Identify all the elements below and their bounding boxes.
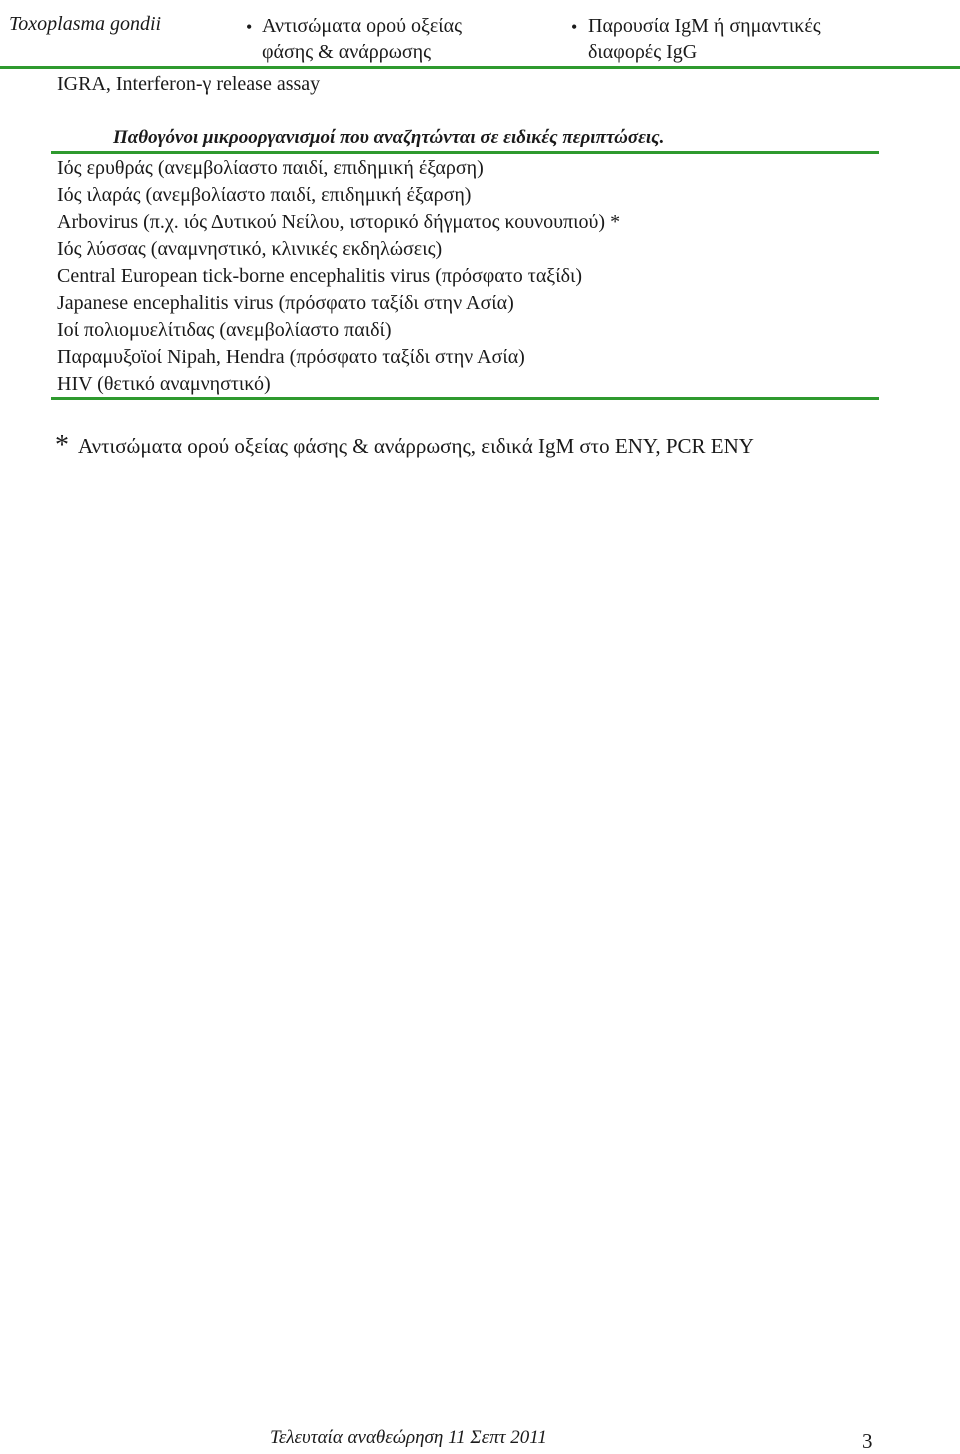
section-heading: Παθογόνοι μικροοργανισμοί που αναζητώνται σε ειδικές περιπτώσεις.: [113, 127, 665, 148]
test-1-line-1: Αντισώματα ορού οξείας: [262, 15, 463, 37]
revision-date: Τελευταία αναθεώρηση 11 Σεπτ 2011: [270, 1427, 547, 1448]
list-item: Ιοί πολιομυελίτιδας (ανεμβολίαστο παιδί): [57, 319, 392, 341]
section-rule-bottom: [51, 397, 879, 400]
page-number: 3: [862, 1429, 873, 1453]
bullet-icon: •: [246, 17, 253, 37]
list-item: HIV (θετικό αναμνηστικό): [57, 373, 271, 395]
table-rule-top: [0, 66, 960, 69]
list-item: Ιός ερυθράς (ανεμβολίαστο παιδί, επιδημική έξαρση): [57, 157, 484, 179]
list-item: Central European tick-borne encephalitis virus (πρόσφατο ταξίδι): [57, 265, 583, 287]
organism-name: Toxoplasma gondii: [9, 13, 162, 35]
list-item: Ιός λύσσας (αναμνηστικό, κλινικές εκδηλώσεις): [57, 238, 443, 260]
section-rule-top: [51, 151, 879, 154]
test-2-line-2: διαφορές IgG: [588, 41, 698, 63]
footnote-marker: *: [55, 430, 69, 461]
list-item: Japanese encephalitis virus (πρόσφατο ταξίδι στην Ασία): [57, 292, 514, 314]
test-1-line-2: φάσης & ανάρρωσης: [262, 41, 432, 63]
list-item: Παραμυξοϊοί Nipah, Hendra (πρόσφατο ταξίδι στην Ασία): [57, 346, 525, 368]
test-2-line-1: Παρουσία IgM ή σημαντικές: [588, 15, 821, 37]
igra-line: IGRA, Interferon-γ release assay: [57, 73, 321, 95]
bullet-icon: •: [571, 17, 578, 37]
list-item: Arbovirus (π.χ. ιός Δυτικού Νείλου, ιστορικό δήγματος κουνουπιού) *: [57, 211, 621, 233]
list-item: Ιός ιλαράς (ανεμβολίαστο παιδί, επιδημική έξαρση): [57, 184, 472, 206]
footnote-text: Αντισώματα ορού οξείας φάσης & ανάρρωσης, ειδικά IgM στο ΕΝΥ, PCR ΕΝΥ: [78, 434, 754, 458]
